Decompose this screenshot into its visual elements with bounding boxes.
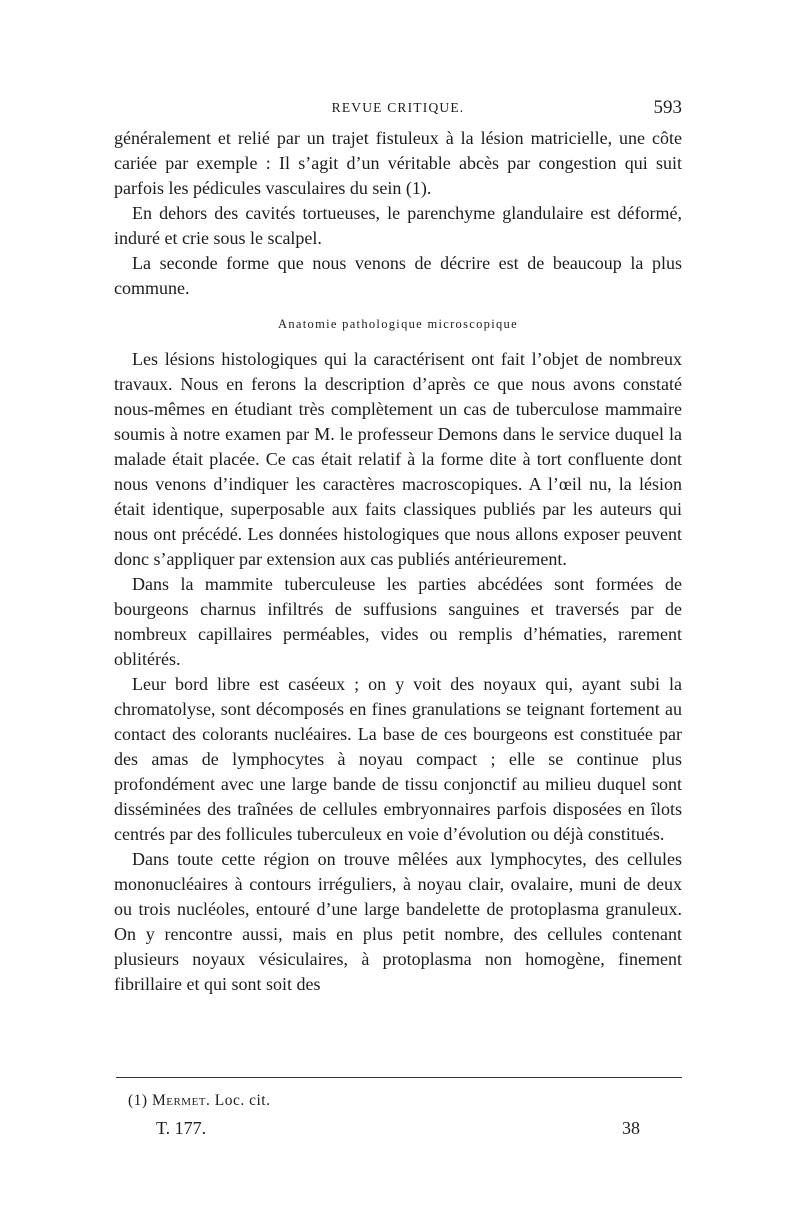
footnote-marker: (1) <box>128 1092 152 1109</box>
footnote <box>128 1092 270 1110</box>
running-title: REVUE CRITIQUE. <box>331 100 465 115</box>
footnote-text: Loc. cit. <box>210 1092 271 1109</box>
paragraph: Dans la mammite tuberculeuse les parties abcédées sont formées de bourgeons charnus infiltrés de suffusions sanguines et traversés par de nombreux capillaires perméables, vides ou remplis d’hématies, rarement oblitérés. <box>114 574 682 669</box>
signature-number: 38 <box>622 1118 640 1138</box>
footnote-divider <box>116 1077 682 1078</box>
paragraph: Leur bord libre est caséeux ; on y voit des noyaux qui, ayant subi la chromatolyse, sont décomposés en fines granulations se teignant fortement au contact des colorants nucléaires. La base de ces bourgeons est constituée par des amas de lymphocytes à noyau compact ; elle se continue plus profondément avec une large bande de tissu conjonctif au milieu duquel sont disséminées des traînées de cellules embryonnaires parfois disposées en îlots centrés par des follicules tuberculeux en voie d’évolution ou déjà constitués. <box>114 674 682 844</box>
paragraph: En dehors des cavités tortueuses, le parenchyme glandulaire est déformé, induré et crie sous le scalpel. <box>114 203 682 248</box>
paragraph-continued: généralement et relié par un trajet fistuleux à la lésion matricielle, une côte cariée par exemple : Il s’agit d’un véritable abcès par congestion qui suit parfois les pédicules vasculaires du sein (1). <box>114 128 682 198</box>
section-heading: Anatomie pathologique microscopique <box>278 317 518 331</box>
page-number: 593 <box>653 97 682 118</box>
paragraph: Dans toute cette région on trouve mêlées aux lymphocytes, des cellules mononucléaires à contours irréguliers, à noyau clair, ovalaire, muni de deux ou trois nucléoles, entouré d’une large bandelette de protoplasma granuleux. On y rencontre aussi, mais en plus petit nombre, des cellules contenant plusieurs noyaux vésiculaires, à protoplasma non homogène, finement fibrillaire et qui sont soit des <box>114 849 682 994</box>
paragraph: La seconde forme que nous venons de décrire est de beaucoup la plus commune. <box>114 253 682 298</box>
volume-signature: T. 177. <box>156 1118 207 1138</box>
paragraph: Les lésions histologiques qui la caractérisent ont fait l’objet de nombreux travaux. Nous en ferons la description d’après ce que nous avons constaté nous-mêmes en étudiant très complètement un cas de tuberculose mammaire soumis à notre examen par M. le professeur Demons dans le service duquel la malade était placée. Ce cas était relatif à la forme dite à tort confluente dont nous venons d’indiquer les caractères macroscopiques. A l’œil nu, la lésion était identique, superposable aux faits classiques publiés par les auteurs qui nous ont précédé. Les données histologiques que nous allons exposer peuvent donc s’appliquer par extension aux cas publiés antérieurement. <box>114 349 682 569</box>
body-text <box>114 126 682 997</box>
running-head <box>114 97 682 123</box>
footnote-author: Mermet. <box>151 1092 211 1109</box>
